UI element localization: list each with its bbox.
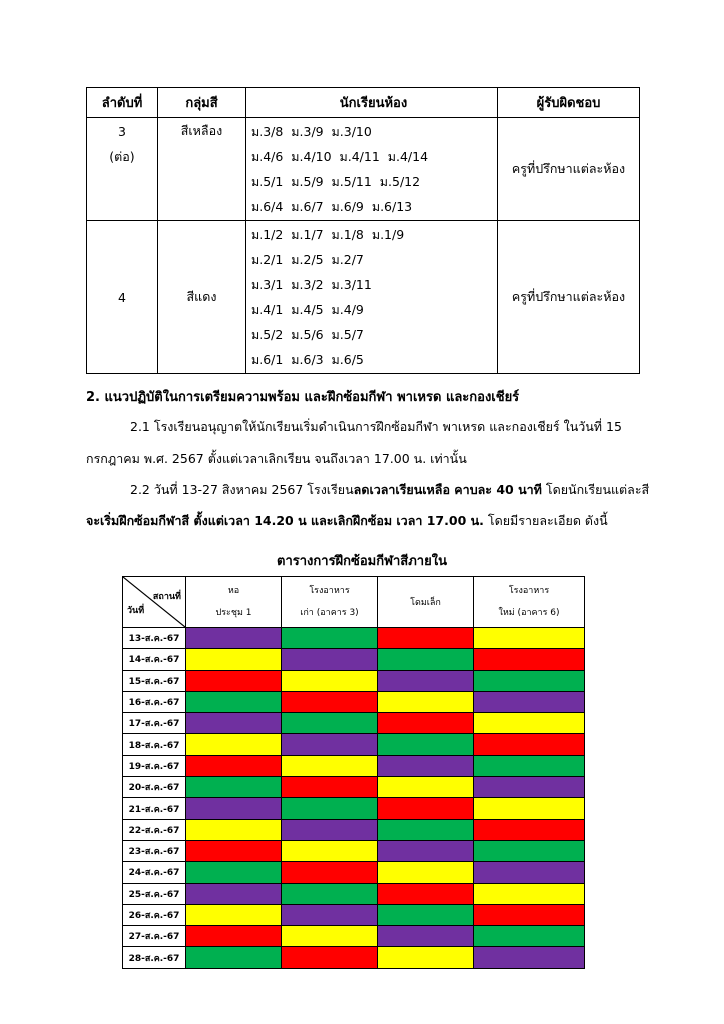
- schedule-date: 16-ส.ค.-67: [123, 691, 186, 712]
- color-cell-purple: [378, 840, 474, 861]
- row-responsible: ครูที่ปรึกษาแต่ละห้อง: [498, 221, 640, 374]
- row-number-cell: [87, 118, 158, 221]
- color-cell-yellow: [474, 713, 585, 734]
- color-cell-green: [282, 883, 378, 904]
- schedule-row: [123, 798, 585, 819]
- color-cell-green: [186, 691, 282, 712]
- venue-header: [186, 577, 282, 628]
- schedule-row: [123, 947, 585, 968]
- header-color-group: กลุ่มสี: [158, 88, 246, 118]
- schedule-date: 23-ส.ค.-67: [123, 840, 186, 861]
- corner-label-date: วันที่: [127, 606, 145, 616]
- color-cell-yellow: [282, 670, 378, 691]
- schedule-body: [123, 628, 585, 969]
- class-line: ม.6/4 ม.6/7 ม.6/9 ม.6/13: [251, 199, 413, 214]
- schedule-date: 17-ส.ค.-67: [123, 713, 186, 734]
- color-cell-green: [378, 819, 474, 840]
- color-cell-purple: [378, 755, 474, 776]
- schedule-date: 15-ส.ค.-67: [123, 670, 186, 691]
- schedule-date: 18-ส.ค.-67: [123, 734, 186, 755]
- schedule-date: 26-ส.ค.-67: [123, 904, 186, 925]
- color-cell-yellow: [186, 904, 282, 925]
- color-cell-green: [474, 670, 585, 691]
- venue-line-1: โรงอาหาร: [508, 586, 550, 596]
- venue-header: [282, 577, 378, 628]
- venue-line-2: ประชุม 1: [215, 608, 252, 618]
- color-cell-green: [474, 840, 585, 861]
- venue-line-2: ใหม่ (อาคาร 6): [498, 608, 560, 618]
- schedule-row: [123, 883, 585, 904]
- header-classes: นักเรียนห้อง: [246, 88, 498, 118]
- schedule-date: 19-ส.ค.-67: [123, 755, 186, 776]
- color-cell-purple: [186, 798, 282, 819]
- color-cell-green: [186, 862, 282, 883]
- color-cell-purple: [474, 947, 585, 968]
- schedule-row: [123, 670, 585, 691]
- paragraph-2-2-text-end: โดยนักเรียนแต่ละสี: [541, 482, 650, 497]
- schedule-header-row: [123, 577, 585, 628]
- color-cell-green: [474, 755, 585, 776]
- schedule-row: [123, 926, 585, 947]
- schedule-row: [123, 819, 585, 840]
- color-cell-yellow: [474, 798, 585, 819]
- color-cell-yellow: [186, 734, 282, 755]
- color-cell-purple: [186, 883, 282, 904]
- color-cell-purple: [474, 777, 585, 798]
- color-cell-yellow: [282, 755, 378, 776]
- header-responsible: ผู้รับผิดชอบ: [498, 88, 640, 118]
- color-cell-yellow: [378, 777, 474, 798]
- paragraph-2-2-time-emphasis: จะเริ่มฝึกซ้อมกีฬาสี ตั้งแต่เวลา 14.20 น และเลิกฝึกซ้อม เวลา 17.00 น.: [86, 513, 484, 528]
- schedule-date: 25-ส.ค.-67: [123, 883, 186, 904]
- color-cell-red: [474, 819, 585, 840]
- color-cell-green: [282, 628, 378, 649]
- class-line: ม.4/1 ม.4/5 ม.4/9: [251, 302, 364, 317]
- color-cell-red: [474, 904, 585, 925]
- color-cell-red: [186, 840, 282, 861]
- paragraph-2-1-line-2: กรกฎาคม พ.ศ. 2567 ตั้งแต่เวลาเลิกเรียน จนถึงเวลา 17.00 น. เท่านั้น: [86, 451, 467, 466]
- table-row: [87, 221, 640, 374]
- row-number-continued: (ต่อ): [109, 149, 135, 164]
- venue-line-1: โรงอาหาร: [309, 586, 350, 596]
- schedule-row: [123, 840, 585, 861]
- venue-header: [474, 577, 585, 628]
- color-cell-green: [282, 713, 378, 734]
- color-cell-red: [186, 755, 282, 776]
- color-cell-purple: [282, 819, 378, 840]
- color-cell-yellow: [378, 947, 474, 968]
- color-cell-red: [186, 926, 282, 947]
- venue-header: [378, 577, 474, 628]
- color-cell-red: [378, 883, 474, 904]
- class-line: ม.2/1 ม.2/5 ม.2/7: [251, 252, 364, 267]
- schedule-corner-header: [123, 577, 186, 628]
- color-cell-red: [282, 947, 378, 968]
- schedule-row: [123, 904, 585, 925]
- schedule-date: 27-ส.ค.-67: [123, 926, 186, 947]
- color-cell-red: [186, 670, 282, 691]
- color-cell-red: [282, 777, 378, 798]
- venue-line-1: หอ: [227, 586, 240, 596]
- schedule-date: 20-ส.ค.-67: [123, 777, 186, 798]
- schedule-row: [123, 777, 585, 798]
- schedule-row: [123, 755, 585, 776]
- schedule-row: [123, 691, 585, 712]
- color-cell-green: [186, 777, 282, 798]
- paragraph-2-2-line-2: [86, 511, 608, 531]
- row-group: สีแดง: [158, 221, 246, 374]
- color-cell-green: [282, 798, 378, 819]
- paragraph-2-1-line-1: 2.1 โรงเรียนอนุญาตให้นักเรียนเริ่มดำเนินการฝึกซ้อมกีฬา พาเหรด และกองเชียร์ ในวันที่ 15: [130, 419, 622, 434]
- corner-label-venue: สถานที่: [152, 592, 181, 602]
- schedule-date: 24-ส.ค.-67: [123, 862, 186, 883]
- color-cell-red: [474, 649, 585, 670]
- color-cell-purple: [186, 628, 282, 649]
- responsibility-table: [86, 87, 640, 374]
- schedule-date: 13-ส.ค.-67: [123, 628, 186, 649]
- class-line: ม.5/1 ม.5/9 ม.5/11 ม.5/12: [251, 174, 421, 189]
- schedule-date: 21-ส.ค.-67: [123, 798, 186, 819]
- color-cell-red: [282, 862, 378, 883]
- class-line: ม.5/2 ม.5/6 ม.5/7: [251, 327, 364, 342]
- paragraph-2-2-line-1: [130, 480, 649, 500]
- color-cell-yellow: [378, 862, 474, 883]
- schedule-row: [123, 734, 585, 755]
- row-number: 3: [118, 124, 126, 139]
- color-cell-purple: [186, 713, 282, 734]
- color-cell-green: [378, 649, 474, 670]
- color-cell-yellow: [186, 819, 282, 840]
- color-cell-red: [474, 734, 585, 755]
- schedule-row: [123, 628, 585, 649]
- header-number: ลำดับที่: [87, 88, 158, 118]
- row-classes: [246, 221, 498, 374]
- color-cell-purple: [378, 670, 474, 691]
- class-line: ม.3/1 ม.3/2 ม.3/11: [251, 277, 372, 292]
- table-row: [87, 118, 640, 221]
- row-group: สีเหลือง: [158, 118, 246, 221]
- schedule-date: 28-ส.ค.-67: [123, 947, 186, 968]
- venue-line-1: โดมเล็ก: [410, 598, 441, 608]
- paragraph-2-2-text: 2.2 วันที่ 13-27 สิงหาคม 2567 โรงเรียน: [130, 482, 354, 497]
- row-number: 4: [87, 221, 158, 374]
- class-line: ม.6/1 ม.6/3 ม.6/5: [251, 352, 364, 367]
- table-header-row: [87, 88, 640, 118]
- color-cell-yellow: [282, 926, 378, 947]
- color-cell-green: [378, 734, 474, 755]
- class-line: ม.4/6 ม.4/10 ม.4/11 ม.4/14: [251, 149, 429, 164]
- section-heading: 2. แนวปฏิบัติในการเตรียมความพร้อม และฝึกซ้อมกีฬา พาเหรด และกองเชียร์: [86, 390, 520, 405]
- color-cell-yellow: [282, 840, 378, 861]
- color-cell-red: [282, 691, 378, 712]
- schedule-row: [123, 649, 585, 670]
- color-cell-red: [378, 628, 474, 649]
- color-cell-purple: [378, 926, 474, 947]
- color-cell-purple: [282, 904, 378, 925]
- paragraph-2-2-emphasis: ลดเวลาเรียนเหลือ คาบละ 40 นาที: [353, 482, 542, 497]
- color-cell-purple: [282, 734, 378, 755]
- color-cell-red: [378, 798, 474, 819]
- schedule-title: ตารางการฝึกซ้อมกีฬาสีภายใน: [277, 554, 447, 569]
- venue-line-2: เก่า (อาคาร 3): [300, 608, 359, 618]
- color-cell-yellow: [378, 691, 474, 712]
- color-cell-yellow: [474, 628, 585, 649]
- schedule-row: [123, 713, 585, 734]
- practice-schedule-table: [122, 576, 585, 969]
- paragraph-2-2-details: โดยมีรายละเอียด ดังนี้: [483, 513, 608, 528]
- row-classes: [246, 118, 498, 221]
- color-cell-purple: [282, 649, 378, 670]
- schedule-row: [123, 862, 585, 883]
- schedule-date: 22-ส.ค.-67: [123, 819, 186, 840]
- class-line: ม.1/2 ม.1/7 ม.1/8 ม.1/9: [251, 227, 405, 242]
- color-cell-yellow: [474, 883, 585, 904]
- color-cell-red: [378, 713, 474, 734]
- color-cell-yellow: [186, 649, 282, 670]
- class-line: ม.3/8 ม.3/9 ม.3/10: [251, 124, 372, 139]
- color-cell-green: [186, 947, 282, 968]
- color-cell-purple: [474, 691, 585, 712]
- color-cell-green: [378, 904, 474, 925]
- color-cell-purple: [474, 862, 585, 883]
- schedule-date: 14-ส.ค.-67: [123, 649, 186, 670]
- row-responsible: ครูที่ปรึกษาแต่ละห้อง: [498, 118, 640, 221]
- color-cell-green: [474, 926, 585, 947]
